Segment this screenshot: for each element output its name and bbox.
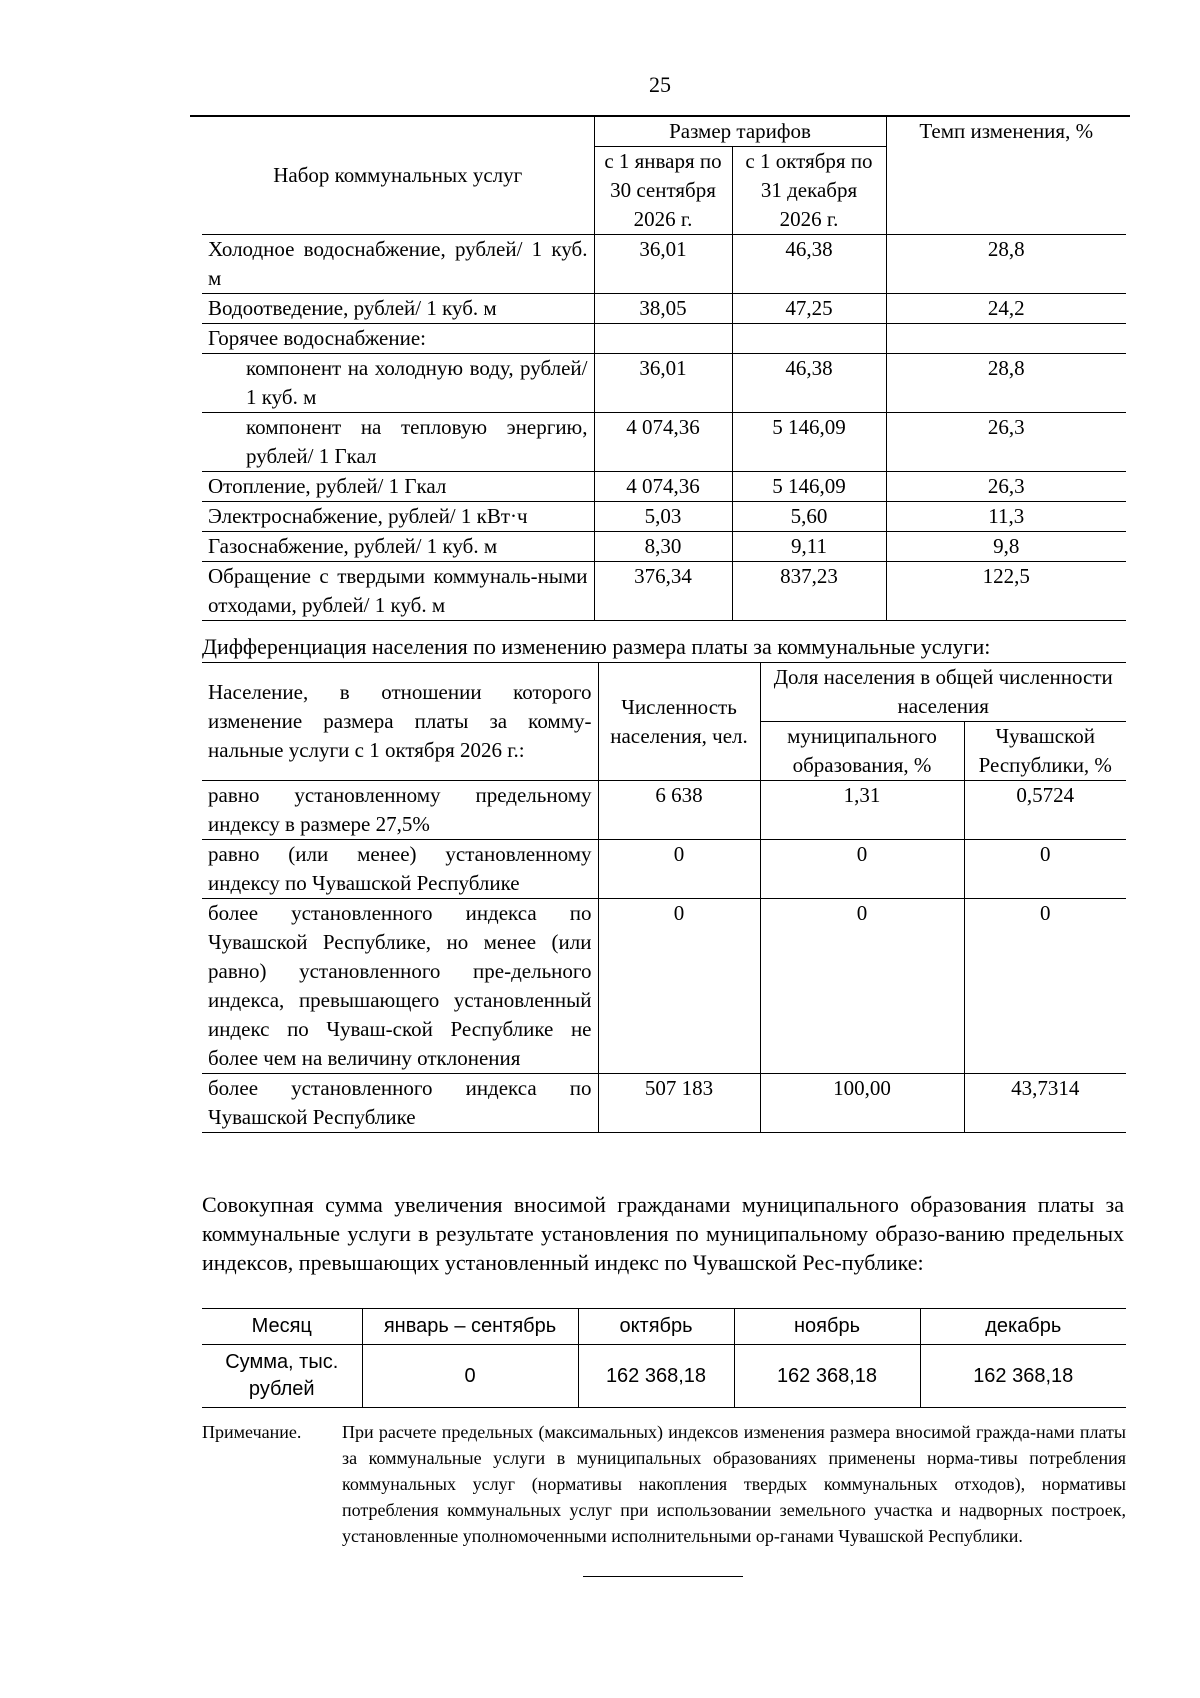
municipal-share: 1,31 bbox=[760, 781, 964, 840]
sum-value: 162 368,18 bbox=[578, 1345, 734, 1408]
differentiation-header-row bbox=[202, 663, 1126, 722]
sum-value: 162 368,18 bbox=[920, 1345, 1126, 1408]
republic-header: Чувашской Республики, % bbox=[964, 722, 1126, 781]
services-header: Набор коммунальных услуг bbox=[202, 117, 594, 235]
tariff-value-1: 5,03 bbox=[594, 502, 732, 532]
period1-header: с 1 января по 30 сентября 2026 г. bbox=[594, 147, 732, 235]
table-row bbox=[202, 502, 1126, 532]
republic-share: 0 bbox=[964, 899, 1126, 1074]
table-row bbox=[202, 324, 1126, 354]
change-rate: 9,8 bbox=[886, 532, 1126, 562]
tariff-value-2: 47,25 bbox=[732, 294, 886, 324]
table-row bbox=[202, 472, 1126, 502]
tariff-table bbox=[202, 117, 1126, 621]
service-name: Водоотведение, рублей/ 1 куб. м bbox=[202, 294, 594, 324]
tariff-value-2 bbox=[732, 324, 886, 354]
tariff-value-2: 9,11 bbox=[732, 532, 886, 562]
republic-share: 43,7314 bbox=[964, 1074, 1126, 1133]
month-header: декабрь bbox=[920, 1309, 1126, 1345]
service-name: Обращение с твердыми коммуналь-ными отходами, рублей/ 1 куб. м bbox=[202, 562, 594, 621]
count-header: Численность населения, чел. bbox=[598, 663, 760, 781]
population-label: равно (или менее) установленному индексу по Чувашской Республике bbox=[202, 840, 598, 899]
change-rate: 26,3 bbox=[886, 413, 1126, 472]
municipal-share: 0 bbox=[760, 840, 964, 899]
change-rate: 28,8 bbox=[886, 235, 1126, 294]
table-row bbox=[202, 899, 1126, 1074]
period2-header: с 1 октября по 31 декабря 2026 г. bbox=[732, 147, 886, 235]
population-count: 507 183 bbox=[598, 1074, 760, 1133]
sum-row bbox=[202, 1345, 1126, 1408]
service-name: Отопление, рублей/ 1 Гкал bbox=[202, 472, 594, 502]
table-row bbox=[202, 294, 1126, 324]
population-label: более установленного индекса по Чувашской Республике, но менее (или равно) установленного пре-дельного индекса, превышающего установленный индекс по Чуваш-ской Республике не более чем на величину отклонения bbox=[202, 899, 598, 1074]
population-count: 6 638 bbox=[598, 781, 760, 840]
service-name: Электроснабжение, рублей/ 1 кВт·ч bbox=[202, 502, 594, 532]
population-count: 0 bbox=[598, 899, 760, 1074]
service-name: Горячее водоснабжение: bbox=[202, 324, 594, 354]
service-name: Газоснабжение, рублей/ 1 куб. м bbox=[202, 532, 594, 562]
month-label: Месяц bbox=[202, 1309, 362, 1345]
table-row bbox=[202, 840, 1126, 899]
change-rate: 26,3 bbox=[886, 472, 1126, 502]
change-rate: 28,8 bbox=[886, 354, 1126, 413]
month-header: октябрь bbox=[578, 1309, 734, 1345]
table-row bbox=[202, 413, 1126, 472]
change-rate: 122,5 bbox=[886, 562, 1126, 621]
sum-value: 0 bbox=[362, 1345, 578, 1408]
tariff-value-1: 4 074,36 bbox=[594, 413, 732, 472]
differentiation-title: Дифференциация населения по изменению размера платы за коммунальные услуги: bbox=[202, 634, 991, 659]
tariff-value-1 bbox=[594, 324, 732, 354]
service-name: компонент на холодную воду, рублей/ 1 куб. м bbox=[202, 354, 594, 413]
republic-share: 0,5724 bbox=[964, 781, 1126, 840]
tariff-value-1: 8,30 bbox=[594, 532, 732, 562]
service-name: компонент на тепловую энергию, рублей/ 1 Гкал bbox=[202, 413, 594, 472]
republic-share: 0 bbox=[964, 840, 1126, 899]
month-header: январь – сентябрь bbox=[362, 1309, 578, 1345]
tariff-value-1: 4 074,36 bbox=[594, 472, 732, 502]
end-rule bbox=[583, 1576, 743, 1577]
note-label: Примечание. bbox=[202, 1422, 302, 1442]
population-label: равно установленному предельному индексу в размере 27,5% bbox=[202, 781, 598, 840]
table-row bbox=[202, 532, 1126, 562]
table-row bbox=[202, 1074, 1126, 1133]
change-rate bbox=[886, 324, 1126, 354]
tariff-value-2: 5 146,09 bbox=[732, 413, 886, 472]
municipal-share: 0 bbox=[760, 899, 964, 1074]
total-increase-text: Совокупная сумма увеличения вносимой гражданами муниципального образования платы за коммунальные услуги в результате установления по муниципальному образо-ванию предельных индексов, превышающих установленный индекс по Чувашской Рес-публике: bbox=[202, 1192, 1124, 1275]
table-row bbox=[202, 354, 1126, 413]
service-name: Холодное водоснабжение, рублей/ 1 куб. м bbox=[202, 235, 594, 294]
tariff-value-1: 376,34 bbox=[594, 562, 732, 621]
sum-label: Сумма, тыс. рублей bbox=[202, 1345, 362, 1408]
table-row bbox=[202, 235, 1126, 294]
tariff-value-1: 36,01 bbox=[594, 235, 732, 294]
population-count: 0 bbox=[598, 840, 760, 899]
differentiation-table bbox=[202, 662, 1126, 1133]
tariff-value-1: 38,05 bbox=[594, 294, 732, 324]
sum-value: 162 368,18 bbox=[734, 1345, 920, 1408]
change-rate: 24,2 bbox=[886, 294, 1126, 324]
table-row bbox=[202, 562, 1126, 621]
change-rate: 11,3 bbox=[886, 502, 1126, 532]
tariff-value-2: 5 146,09 bbox=[732, 472, 886, 502]
monthly-sum-table bbox=[202, 1308, 1126, 1408]
share-header: Доля населения в общей численности населения bbox=[760, 663, 1126, 722]
note-text: При расчете предельных (максимальных) индексов изменения размера вносимой гражда-нами платы за коммунальные услуги в муниципальных образованиях применены норма-тивы потребления коммунальных услуг (нормативы накопления твердых коммунальных отходов), нормативы потребления коммунальных услуг при использовании земельного участка и надворных построек, установленные уполномоченными исполнительными ор-ганами Чувашской Республики. bbox=[342, 1422, 1126, 1546]
tariff-size-header: Размер тарифов bbox=[594, 117, 886, 147]
tariff-header-row bbox=[202, 117, 1126, 147]
population-header: Население, в отношении которого изменение размера платы за комму-нальные услуги с 1 октября 2026 г.: bbox=[202, 663, 598, 781]
table-row bbox=[202, 781, 1126, 840]
month-row bbox=[202, 1309, 1126, 1345]
page-number: 25 bbox=[649, 72, 671, 97]
population-label: более установленного индекса по Чувашской Республике bbox=[202, 1074, 598, 1133]
tariff-value-1: 36,01 bbox=[594, 354, 732, 413]
tariff-value-2: 46,38 bbox=[732, 354, 886, 413]
tariff-value-2: 5,60 bbox=[732, 502, 886, 532]
change-rate-header: Темп изменения, % bbox=[886, 117, 1126, 235]
tariff-value-2: 46,38 bbox=[732, 235, 886, 294]
municipal-share: 100,00 bbox=[760, 1074, 964, 1133]
municipal-header: муниципального образования, % bbox=[760, 722, 964, 781]
tariff-value-2: 837,23 bbox=[732, 562, 886, 621]
month-header: ноябрь bbox=[734, 1309, 920, 1345]
